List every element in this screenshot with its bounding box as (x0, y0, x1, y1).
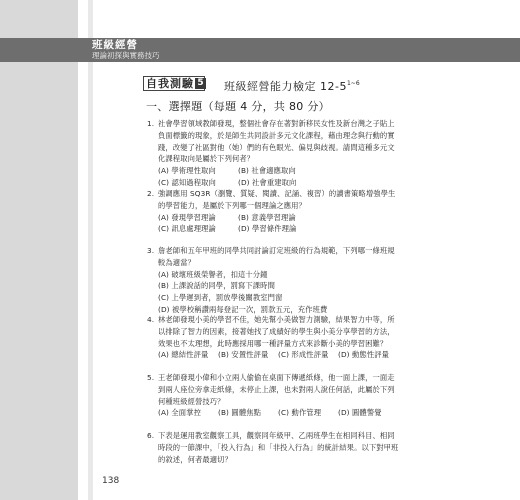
test-title-text: 班級經營能力檢定 12-5 (224, 80, 347, 93)
question-5 (147, 372, 402, 419)
option: (D) 動態性評量 (338, 350, 390, 360)
option: (D) 被學校稱讚兩每登記一次，罰款五元，充作班費 (158, 304, 328, 314)
question-3 (147, 245, 402, 316)
option: (B) 圓體焦點 (218, 408, 262, 418)
chapter-header-bar (0, 38, 520, 62)
question-stem: 詹老師和五年甲班的同學共同討論訂定班級的行為規範，下列哪一條班規較為適當？ (158, 246, 395, 267)
option: (A) 總結性評量 (158, 350, 209, 360)
test-title (224, 77, 360, 94)
page-number: 138 (102, 476, 120, 486)
sidebar-band (0, 0, 78, 500)
question-number: 2. (147, 189, 155, 198)
question-number: 4. (147, 315, 155, 324)
option: (B) 意義學習理論 (238, 212, 296, 222)
option: (D) 圓體警覺 (338, 408, 382, 418)
question-options (147, 407, 402, 419)
option: (A) 發現學習理論 (158, 212, 216, 222)
question-stem: 王老師發現小偉和小立兩人偷偷在桌面下傳遞紙條，他一面上課，一面走到兩人座位旁拿走紙條，未停止上課，也未對兩人說任何話，此屬於下列何種班級經營技巧？ (158, 373, 395, 406)
chapter-title: 班級經營 (92, 39, 138, 51)
option: (A) 破壞班級榮譽者，扣這十分鐘 (158, 269, 268, 279)
option: (A) 全面掌控 (158, 408, 201, 418)
section-title: 一、選擇題（每題 4 分，共 80 分） (146, 100, 330, 113)
question-options (147, 165, 402, 189)
question-number: 1. (147, 119, 155, 128)
question-options (147, 212, 402, 236)
question-2 (147, 188, 402, 235)
question-number: 3. (147, 246, 155, 255)
question-1 (147, 118, 402, 189)
self-test-number: 5 (195, 78, 206, 89)
option: (A) 學術理性取向 (158, 166, 216, 176)
sidebar-strip (88, 0, 93, 500)
test-title-superscript: 1~6 (346, 80, 360, 87)
option: (C) 形成性評量 (278, 350, 329, 360)
question-options (147, 349, 402, 361)
option: (B) 社會適應取向 (238, 166, 296, 176)
self-test-label: 自我測驗 (146, 77, 194, 90)
question-stem: 社會學習領域教師發現，整個社會存在著對新移民女性及新台灣之子貼上負面標籤的現象，於是師生共同設計多元文化課程，藉由理念與行動的實踐，改變了社區對他（她）們的有色眼光、偏見與歧視。請問這種多元文化課程取向是屬於下列何者？ (158, 119, 395, 164)
option: (D) 學習條件理論 (238, 224, 297, 234)
question-options (147, 269, 402, 316)
option: (C) 訊息處理理論 (158, 224, 216, 234)
option: (B) 安置性評量 (218, 350, 269, 360)
question-4 (147, 314, 402, 361)
question-stem: 強調應用 SQ3R（瀏覽、質疑、閱讀、記誦、複習）的讀書策略增強學生的學習能力，是屬於下列哪一個理論之應用？ (158, 189, 396, 210)
option: (C) 認知過程取向 (158, 177, 216, 187)
option: (C) 動作管理 (278, 408, 322, 418)
question-number: 5. (147, 373, 155, 382)
chapter-subtitle: 理論初探與實務技巧 (92, 51, 160, 60)
question-number: 6. (147, 431, 155, 440)
option: (D) 社會重建取向 (238, 177, 297, 187)
option: (B) 上課說話的同學，罰寫下課時間 (158, 281, 275, 291)
question-stem: 下表是運用教室觀察工具，觀察同年級甲、乙兩班學生在相同科目、相同時段的一節課中，「投入行為」和「非投入行為」的統計結果。以下對甲班的敘述，何者最適切？ (158, 431, 399, 464)
question-stem: 林老師發現小美的學習不佳，她先幫小美做智力測驗，結果智力中等，所以排除了智力的因素，接著她找了成績好的學生與小美分享學習的方法，效果也不太理想，此時應採用哪一種評量方式來診斷小美的學習困難？ (158, 315, 395, 348)
option: (C) 上學遲到者，罰放學後關教室門窗 (158, 293, 283, 303)
question-6 (147, 430, 402, 465)
